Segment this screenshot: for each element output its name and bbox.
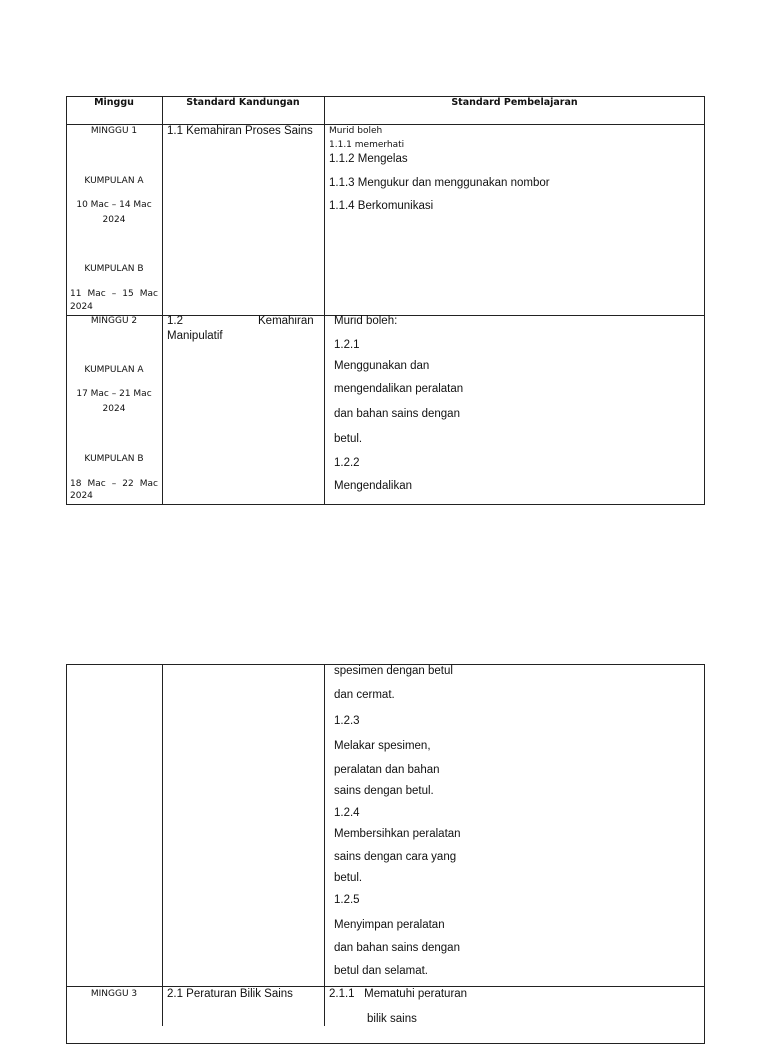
continued-pembelajaran-line-14: betul dan selamat.: [334, 965, 428, 977]
table-2-col-divider-1: [162, 664, 163, 1024]
row-2-standard-kandungan-number: 1.2: [167, 315, 183, 327]
header-standard-kandungan: Standard Kandungan: [186, 97, 300, 108]
row-2-pembelajaran-line-2: 1.2.1: [334, 339, 360, 351]
week-1-label: MINGGU 1: [90, 126, 138, 136]
row-1-pembelajaran-line-3: 1.1.2 Mengelas: [329, 153, 408, 165]
continued-pembelajaran-line-8: Membersihkan peralatan: [334, 828, 461, 840]
row-2-pembelajaran-line-4: mengendalikan peralatan: [334, 383, 464, 395]
row-2-pembelajaran-line-5: dan bahan sains dengan: [334, 408, 460, 420]
continued-pembelajaran-line-10: betul.: [334, 872, 363, 884]
continued-pembelajaran-line-12: Menyimpan peralatan: [334, 919, 445, 931]
continued-pembelajaran-line-13: dan bahan sains dengan: [334, 942, 460, 954]
week-1-date-b-year: 2024: [70, 302, 93, 312]
table-2-col-divider-2: [324, 664, 325, 1024]
row-2-pembelajaran-line-8: Mengendalikan: [334, 480, 413, 492]
week-1-date-b: 11 Mac – 15 Mac: [70, 289, 158, 299]
week-2-date-a: 17 Mac – 21 Mac: [76, 389, 152, 399]
row-3-standard-kandungan: 2.1 Peraturan Bilik Sains: [167, 988, 293, 1000]
week-1-date-a-year: 2024: [102, 215, 126, 225]
week-3-label: MINGGU 3: [90, 989, 138, 999]
row-2-pembelajaran-line-7: 1.2.2: [334, 457, 360, 469]
week-2-label: MINGGU 2: [90, 316, 138, 326]
row-1-pembelajaran-line-2: 1.1.1 memerhati: [329, 140, 405, 150]
table-2-row-3-divider-1: [162, 986, 163, 1026]
continued-pembelajaran-line-7: 1.2.4: [334, 807, 360, 819]
week-2-date-b-year: 2024: [70, 491, 93, 501]
continued-pembelajaran-line-5: peralatan dan bahan: [334, 764, 440, 776]
continued-pembelajaran-line-4: Melakar spesimen,: [334, 740, 431, 752]
row-1-standard-kandungan: 1.1 Kemahiran Proses Sains: [167, 125, 313, 137]
week-2-date-b: 18 Mac – 22 Mac: [70, 479, 158, 489]
row-2-standard-kandungan-line-2: Manipulatif: [167, 330, 223, 342]
row-1-pembelajaran-line-5: 1.1.4 Berkomunikasi: [329, 200, 434, 212]
week-2-date-a-year: 2024: [102, 404, 126, 414]
continued-pembelajaran-line-9: sains dengan cara yang: [334, 851, 457, 863]
continued-pembelajaran-line-3: 1.2.3: [334, 715, 360, 727]
week-1-date-a: 10 Mac – 14 Mac: [76, 200, 152, 210]
row-3-pembelajaran-line-1: 2.1.1 Mematuhi peraturan: [329, 988, 468, 1000]
header-standard-pembelajaran: Standard Pembelajaran: [451, 97, 578, 108]
week-2-group-a: KUMPULAN A: [84, 365, 144, 375]
table-1-col-divider-2: [324, 96, 325, 505]
continued-pembelajaran-line-1: spesimen dengan betul: [334, 665, 453, 677]
row-2-pembelajaran-line-3: Menggunakan dan: [334, 360, 430, 372]
table-1-header-divider: [66, 124, 705, 125]
row-2-standard-kandungan-word: Kemahiran: [258, 315, 314, 327]
continued-pembelajaran-line-2: dan cermat.: [334, 689, 395, 701]
row-1-pembelajaran-line-4: 1.1.3 Mengukur dan menggunakan nombor: [329, 177, 550, 189]
row-2-pembelajaran-line-6: betul.: [334, 433, 363, 445]
continued-pembelajaran-line-11: 1.2.5: [334, 894, 360, 906]
week-1-group-a: KUMPULAN A: [84, 176, 144, 186]
row-2-pembelajaran-line-1: Murid boleh:: [334, 315, 398, 327]
continued-pembelajaran-line-6: sains dengan betul.: [334, 785, 434, 797]
row-1-pembelajaran-line-1: Murid boleh: [329, 126, 383, 136]
header-minggu: Minggu: [94, 97, 134, 108]
table-2-row-3-divider-2: [324, 986, 325, 1026]
week-1-group-b: KUMPULAN B: [84, 264, 144, 274]
row-3-pembelajaran-line-2: bilik sains: [367, 1013, 417, 1025]
table-1-col-divider-1: [162, 96, 163, 505]
week-2-group-b: KUMPULAN B: [84, 454, 144, 464]
